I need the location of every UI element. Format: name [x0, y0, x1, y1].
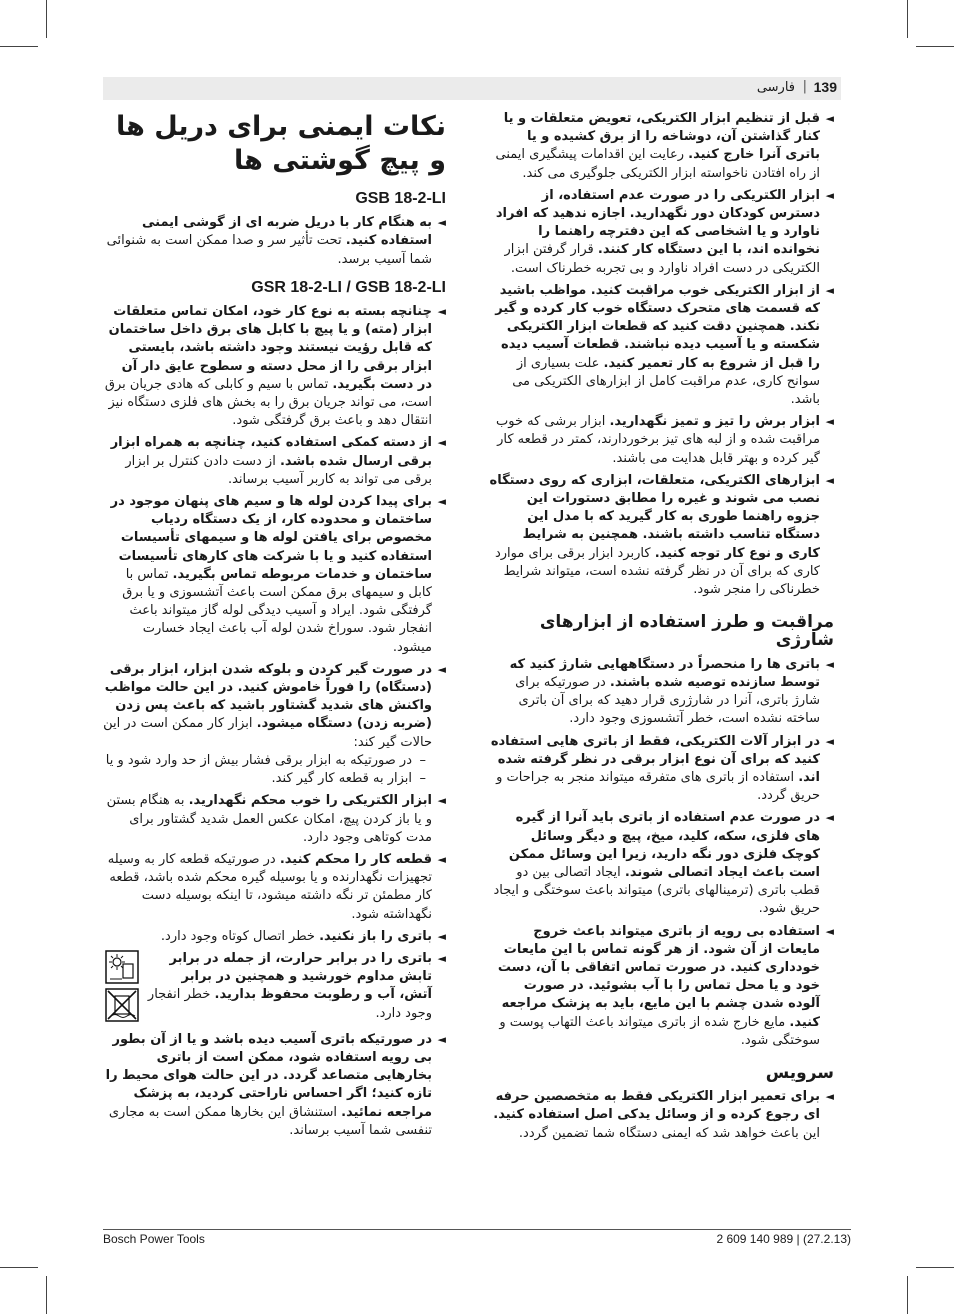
list-item	[489, 110, 834, 183]
item-bold: ابزارهای الکتریکی، متعلقات، ابزاری که روی دستگاه نصب می شوند و غیره را مطابق دستورات این جزوه راهنما طوری به کار گیرید که با مدل این دستگاه تناسب داشته باشند. همچنین به شرایط کاری و نوع کار توجه کنید.	[489, 472, 820, 561]
bullet-icon: ◄	[825, 415, 834, 429]
sub-item-text: ابزار به قطعه کار گیر کند.	[271, 771, 412, 787]
bullet-icon: ◄	[825, 657, 834, 671]
item-text: استفاده از باتری های متفرقه میتواند منجر به جراحات و حریق گردد.	[496, 769, 820, 804]
sub-item-text: در صورتیکه به ابزار برقی فشار بیش از حد وارد شود و یا	[105, 752, 412, 768]
bullet-icon: ◄	[437, 1032, 446, 1046]
battery-list	[489, 656, 834, 1050]
bullet-icon: ◄	[437, 305, 446, 319]
bullet-icon: ◄	[437, 929, 446, 943]
item-text: رعایت این اقدامات پیشگیری ایمنی از راه افتادن ناخواسته ابزار الکتریکی جلوگیری می کند.	[495, 147, 820, 181]
list-item	[103, 851, 446, 924]
right-column	[489, 110, 834, 1147]
list-item	[103, 434, 446, 489]
item-text: در صورتیکه برای شارژ باتری، آنرا در شارژری قرار دهید که برای آن باتری ساخته نشده است، خطر آتشسوزی وجود دارد.	[515, 674, 820, 727]
item-bold: باتری را باز نکنید.	[319, 928, 432, 944]
service-list	[489, 1088, 834, 1143]
item-bold: در صورت عدم استفاده از باتری باید آنرا از گیره های فلزی، سکه، کلید، میخ، پیچ و دیگر وسائل کوچک فلزی دور نگه دارید، زیرا این وسائل ممکن است باعث ایجاد اتصالی شوند.	[508, 810, 820, 880]
item-bold: از ابزار الکتریکی خوب مراقبت کنید. مواظب باشید که قسمت های متحرک دستگاه خوب کار کرده و گیر نکند. همچنین دقت کنید که قطعات ابزار الکتریکی شکسته و یا آسیب دیده نباشند. قطعات آسیب دیده را قبل از شروع به کار تعمیر کنید.	[495, 282, 820, 371]
item-text: استنشاق این بخارها ممکن است به مجاری تنفسی شما آسیب برساند.	[108, 1104, 432, 1138]
crop-mark	[46, 0, 47, 38]
model-heading-2: GSR 18-2-LI / GSB 18-2-LI	[251, 278, 446, 296]
warning-icons	[103, 950, 139, 1023]
item-bold: قطعه کار را محکم کنید.	[279, 851, 432, 867]
item-bold: قبل از تنظیم ابزار الکتریکی، تعویض متعلقات و یا کنار گذاشتن آن، دوشاخه را از برق کشیده و یا باتری آنرا خارج کنید.	[503, 111, 820, 163]
bullet-icon: ◄	[825, 1090, 834, 1104]
item-text: ایجاد اتصالی بین دو قطب باتری (ترمینالهای باتری) میتواند باعث سوختگی و ایجاد حریق شود.	[493, 864, 820, 917]
item-bold: ابزار الکتریکی را خوب محکم نگهدارید.	[188, 793, 432, 809]
bullet-icon: ◄	[437, 951, 446, 965]
list-item	[489, 809, 834, 918]
bullet-icon: ◄	[825, 112, 834, 125]
item-bold: باتری را در برابر حرارت، از جمله در برابر تابش مداوم خورشید و همچنین در برابر آتش، آب و رطوبت محفوظ بدارید.	[169, 950, 432, 1003]
item-bold: در صورت گیر کردن و بلوکه شدن ابزار، ابزار برقی (دستگاه) را فوراً خاموش کنید. در این حالت مواظب واکنش های شدید گشتاور باشید که باعث پس زدن (ضربه زدن) دستگاه میشود.	[104, 661, 432, 732]
item-text: ابزار کار ممکن است در این حالات گیر کند:	[103, 716, 432, 750]
footer-publisher: Bosch Power Tools	[103, 1232, 205, 1246]
list-item	[103, 792, 446, 847]
item-bold: ابزار الکتریکی را در صورت عدم استفاده، از دسترس کودکان دور نگهدارید. اجازه ندهید که افراد ناوارد و یا اشخاصی که این دفترچه راهنما را نخوانده اند، با این دستگاه کار کنند.	[495, 187, 820, 258]
list-item	[489, 733, 834, 806]
item-bold: ابزار برش را تیز و تمیز نگهدارید.	[609, 414, 820, 430]
item-text: تماس با سیم و کابلی که هادی جریان برق است، می تواند جریان برق را به بخش های فلزی دستگاه نیز انتقال دهد و باعث برق گرفتگی شود.	[104, 376, 432, 429]
bullet-icon: ◄	[437, 662, 446, 676]
list-item	[103, 1031, 446, 1140]
item-text: قرار گرفتن ابزار الکتریکی در دست افراد ناوارد و بی تجربه خطرناک است.	[504, 242, 820, 276]
bullet-icon: ◄	[825, 924, 834, 938]
list-item	[489, 472, 834, 599]
header-separator: |	[802, 79, 807, 94]
item-text: در صورتیکه قطعه کار به وسیله تجهیزات نگهدارنده و یا بوسیله گیره محکم شده باشد، قطعه کار مطمئن تر نگه داشته میشود، تا اینکه بوسیله دست نگهداشته شود.	[107, 851, 432, 922]
list-item	[489, 413, 834, 468]
page-title: نکات ایمنی برای دریل ها و پیچ گوشتی ها	[116, 111, 446, 176]
item-text: از دست دادن کنترل بر ابزار برقی می تواند به کاربر آسیب برساند.	[125, 453, 432, 487]
item-bold: به هنگام کار با دریل ضربه ای از گوشی ایمنی استفاده کنید.	[142, 215, 432, 249]
item-bold: باتری ها را منحصراً در دستگاههایی شارژ کنید که توسط سازنده توصیه شده باشند.	[509, 656, 820, 690]
page-number: 139	[813, 79, 837, 95]
list-item	[489, 187, 834, 278]
list-item	[103, 303, 446, 430]
bullet-icon: ◄	[825, 734, 834, 748]
list-item	[103, 214, 446, 269]
list-item	[489, 923, 834, 1050]
left-column	[103, 110, 446, 1144]
dash-icon: –	[419, 771, 426, 787]
item-bold: برای تعمیر ابزار الکتریکی فقط به متخصصین حرفه ای رجوع کرده و از وسائل یدکی اصل استفاده کنید.	[493, 1089, 820, 1123]
language-label: فارسی	[756, 80, 795, 95]
list-item-with-icons	[103, 950, 446, 1023]
no-water-icon	[105, 988, 139, 1022]
item-text: به هنگام بستن و یا باز کردن پیچ، امکان عکس العمل شدید گشتاور برای مدت کوتاهی وجود دارد.	[106, 793, 432, 845]
item-bold: استفاده بی رویه از باتری میتواند باعث خروج مایعات از آن شود. از هر گونه تماس با این مایعات خودداری کنید. در صورت تماس اتفاقی با آن، دست خود و یا محل تماس را با آب بشوئید. در صورت آلوده شدن چشم با این مایع، باید به پزشک مراجعه کنید.	[497, 923, 820, 1030]
general-safety-list	[489, 110, 834, 599]
list-item	[489, 656, 834, 729]
crop-mark	[46, 1276, 47, 1314]
list-item	[489, 282, 834, 409]
item-text: کاربرد ابزار برقی برای موارد کاری که برای آن در نظر گرفته نشده است، میتواند شرایط خطرناکی را منجر شود.	[494, 545, 820, 598]
page-header	[103, 77, 841, 100]
item-text: تحت تأثیر سر و صدا ممکن است به شنوائی شما آسیب برسد.	[106, 233, 432, 267]
bullet-icon: ◄	[437, 794, 446, 808]
bullet-icon: ◄	[825, 811, 834, 825]
item-bold: چنانچه بسته به نوع کار خود، امکان تماس متعلقات ابزار (مته) و یا پیچ با کابل های برق داخل ساختمان که قابل رؤیت نیستند وجود داشته باشد، بایستی ابزار برقی را از محل دسته و سطوح عایق دار آن در دست بگیرید.	[108, 304, 432, 392]
list-item	[103, 661, 446, 788]
bullet-icon: ◄	[825, 473, 834, 487]
item-text: خطر اتصال کوتاه وجود دارد.	[160, 928, 320, 944]
crop-mark	[0, 1267, 38, 1268]
item-text: خطر انفجار وجود دارد.	[147, 987, 432, 1021]
item-text: این باعث خواهد شد که ایمنی دستگاه شما تضمین گردد.	[518, 1125, 820, 1141]
sun-heat-icon	[105, 950, 139, 984]
item-text: ابزار برشی که خوب مراقبت شده و از لبه های تیز برخوردارند، کمتر در قطعه کار گیر کرده و بهتر قابل هدایت می باشند.	[495, 414, 820, 466]
footer-doc-number: 2 609 140 989 | (27.2.13)	[716, 1232, 851, 1246]
bullet-icon: ◄	[825, 188, 834, 202]
bullet-icon: ◄	[437, 436, 446, 450]
crop-mark	[916, 46, 954, 47]
crop-mark	[0, 46, 38, 47]
bullet-icon: ◄	[437, 216, 446, 230]
footer-rule	[103, 1229, 851, 1230]
model-heading-1: GSB 18-2-LI	[355, 190, 446, 207]
list-item	[103, 493, 446, 657]
crop-mark	[907, 1276, 908, 1314]
bullet-icon: ◄	[437, 495, 446, 509]
item-text: علت بسیاری از سوانح کاری، عدم مراقبت کامل از ابزارهای الکتریکی می باشد.	[512, 355, 820, 408]
item-bold: در ابزار آلات الکتریکی، فقط از باتری هایی استفاده کنید که برای آن نوع ابزار برقی در نظر گرفته شده اند.	[490, 733, 820, 785]
battery-heading: مراقبت و طرز استفاده از ابزارهای شارژی	[539, 612, 834, 651]
item-bold: از دسته کمکی استفاده کنید، چنانچه به همراه ابزار برقی ارسال شده باشد.	[110, 435, 432, 469]
item-text: تماس با کابل و سیمهای برق ممکن است باعث آتشسوزی و یا برق گرفتگی شود. ایراد و آسیب دیدگی لوله گاز میتواند باعث انفجار شود. سوراخ شدن لوله آب باعث ایجاد خسارت میشود.	[122, 566, 432, 655]
item-bold: در صورتیکه باتری آسیب دیده باشد و یا از آن بطور بی رویه استفاده شود، ممکن است از باتری بخارهایی متصاعد گردد. در این حالت هوای محیط را تازه کنید؛ اگر احساس ناراحتی کردید، به پزشک مراجعه نمائید.	[105, 1031, 432, 1120]
list-item	[489, 1088, 834, 1143]
service-heading: سرویس	[765, 1062, 834, 1083]
bullet-icon: ◄	[437, 852, 446, 866]
list-item	[103, 928, 446, 946]
sub-list-item	[103, 752, 432, 770]
sub-list-item	[103, 770, 432, 788]
crop-mark	[907, 0, 908, 38]
item-text-block	[147, 950, 432, 1023]
item-text: مایع خارج شده از باتری میتواند باعث التهاب پوست و سوختگی شود.	[499, 1014, 820, 1048]
crop-mark	[916, 1267, 954, 1268]
dash-icon: –	[419, 752, 426, 768]
bullet-icon: ◄	[825, 283, 834, 297]
item-bold: برای پیدا کردن لوله ها و سیم های پنهان موجود در ساختمان و محدوده کار، از یک دستگاه ردیاب مخصوص برای یافتن لوله ها و سیمهای تأسیسات استفاده کنید و یا با شرکت های کارهای تأسیسات ساختمان و خدمات مربوطه تماس بگیرید.	[110, 494, 432, 582]
